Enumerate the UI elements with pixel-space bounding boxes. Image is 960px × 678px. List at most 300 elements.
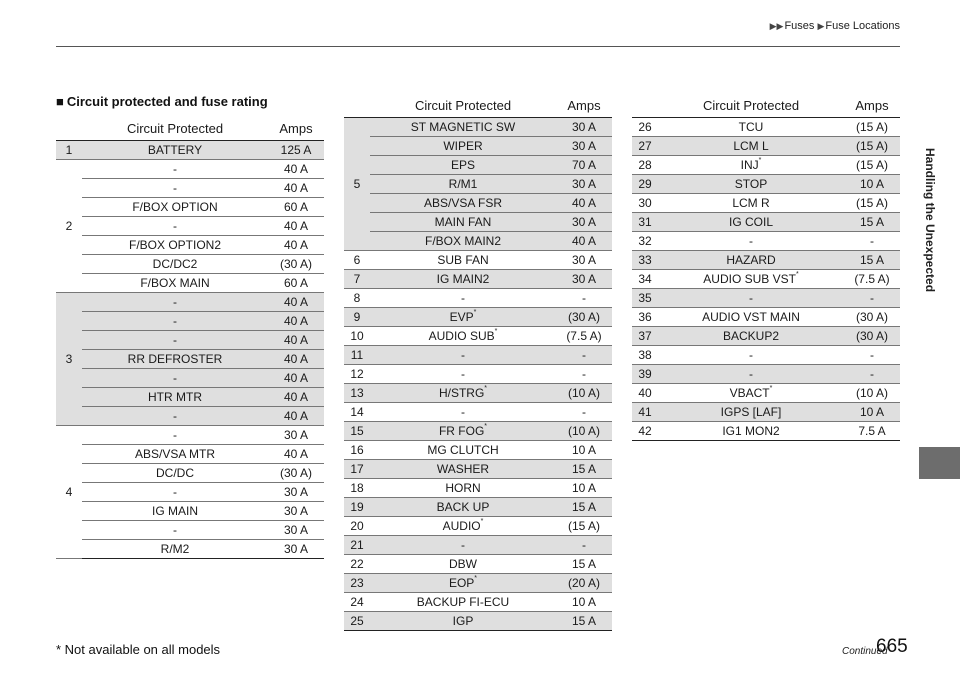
circuit-protected	[82, 482, 268, 501]
table-row	[56, 311, 324, 330]
circuit-name: -	[173, 332, 177, 347]
fuse-amps: 40 A	[268, 159, 324, 178]
table-row	[344, 155, 612, 174]
fuse-number: 31	[632, 212, 658, 231]
circuit-protected	[370, 478, 556, 497]
circuit-name: SUB FAN	[437, 252, 489, 267]
table-row	[56, 482, 324, 501]
circuit-name: -	[173, 484, 177, 499]
circuit-name: ST MAGNETIC SW	[410, 119, 516, 134]
circuit-protected	[370, 307, 556, 326]
footnote-marker: *	[484, 384, 488, 392]
fuse-amps: 40 A	[268, 235, 324, 254]
circuit-protected	[658, 212, 844, 231]
breadcrumb-fuse-locations[interactable]: Fuse Locations	[825, 20, 900, 32]
fuse-amps: 10 A	[556, 440, 612, 459]
fuse-table-2	[344, 95, 612, 631]
fuse-amps: -	[556, 364, 612, 383]
table-row	[344, 440, 612, 459]
fuse-amps: 30 A	[556, 117, 612, 136]
fuse-amps: -	[556, 288, 612, 307]
fuse-number: 18	[344, 478, 370, 497]
table-row	[344, 383, 612, 402]
circuit-name: BACKUP2	[722, 328, 780, 343]
circuit-protected	[82, 387, 268, 406]
fuse-number: 27	[632, 136, 658, 155]
fuse-number: 33	[632, 250, 658, 269]
circuit-name: BATTERY	[147, 142, 203, 157]
table-row	[632, 345, 900, 364]
circuit-name: F/BOX OPTION	[132, 199, 218, 214]
fuse-table-1	[56, 118, 324, 559]
circuit-name: R/M1	[448, 176, 478, 191]
fuse-amps: (30 A)	[268, 463, 324, 482]
fuse-amps: 15 A	[556, 611, 612, 630]
circuit-name: RR DEFROSTER	[127, 351, 223, 366]
circuit-name: BACK UP	[436, 499, 490, 514]
circuit-protected	[370, 573, 556, 592]
fuse-amps: 30 A	[556, 174, 612, 193]
table-row	[344, 459, 612, 478]
breadcrumb	[770, 20, 900, 32]
circuit-name: INJ	[740, 157, 759, 172]
table-row	[632, 136, 900, 155]
table-row	[632, 155, 900, 174]
circuit-protected	[658, 383, 844, 402]
circuit-protected	[82, 197, 268, 216]
table-row	[56, 140, 324, 159]
breadcrumb-fuses[interactable]: Fuses	[784, 20, 815, 32]
fuse-amps: 15 A	[844, 212, 900, 231]
table-row	[56, 501, 324, 520]
table-row	[56, 159, 324, 178]
circuit-name: ABS/VSA MTR	[134, 446, 216, 461]
circuit-protected	[370, 193, 556, 212]
table-row	[344, 535, 612, 554]
fuse-amps: -	[844, 288, 900, 307]
fuse-table-3	[632, 95, 900, 441]
table-row	[344, 364, 612, 383]
fuse-number: 28	[632, 155, 658, 174]
footnote-marker: *	[795, 270, 799, 278]
fuse-amps: (15 A)	[556, 516, 612, 535]
fuse-amps: 7.5 A	[844, 421, 900, 440]
table-row	[56, 463, 324, 482]
circuit-name: DC/DC2	[152, 256, 198, 271]
footnote-marker: *	[474, 574, 478, 582]
fuse-amps: 10 A	[556, 592, 612, 611]
circuit-name: -	[173, 294, 177, 309]
fuse-amps: 40 A	[268, 330, 324, 349]
table-row	[56, 330, 324, 349]
table-row	[56, 425, 324, 444]
circuit-protected	[82, 539, 268, 558]
circuit-name: VBACT	[729, 385, 770, 400]
circuit-name: DBW	[449, 556, 477, 571]
circuit-protected	[370, 459, 556, 478]
fuse-number: 2	[56, 159, 82, 292]
fuse-number: 14	[344, 402, 370, 421]
table-row	[344, 554, 612, 573]
circuit-protected	[658, 421, 844, 440]
circuit-name: AUDIO	[442, 518, 481, 533]
circuit-name: HTR MTR	[148, 389, 202, 404]
fuse-number: 32	[632, 231, 658, 250]
circuit-protected	[82, 463, 268, 482]
circuit-protected	[82, 140, 268, 159]
table-row	[344, 497, 612, 516]
fuse-amps: 40 A	[268, 444, 324, 463]
circuit-protected	[82, 425, 268, 444]
circuit-protected	[370, 174, 556, 193]
fuse-number: 39	[632, 364, 658, 383]
circuit-protected	[82, 216, 268, 235]
fuse-amps: (15 A)	[844, 155, 900, 174]
circuit-protected	[82, 254, 268, 273]
side-tab-marker	[919, 447, 960, 479]
table-row	[344, 516, 612, 535]
fuse-number: 21	[344, 535, 370, 554]
fuse-amps: 10 A	[556, 478, 612, 497]
circuit-protected	[370, 364, 556, 383]
table-row	[344, 326, 612, 345]
circuit-name: STOP	[734, 176, 768, 191]
fuse-amps: 30 A	[268, 501, 324, 520]
circuit-protected	[658, 117, 844, 136]
circuit-name: -	[173, 370, 177, 385]
section-title	[56, 94, 268, 109]
circuit-protected	[658, 288, 844, 307]
fuse-amps: 15 A	[556, 497, 612, 516]
fuse-amps: 30 A	[268, 482, 324, 501]
fuse-number: 22	[344, 554, 370, 573]
circuit-name: -	[749, 347, 753, 362]
fuse-number: 9	[344, 307, 370, 326]
footnote: * Not available on all models	[56, 642, 221, 657]
fuse-number: 30	[632, 193, 658, 212]
table-row	[56, 368, 324, 387]
circuit-protected	[82, 444, 268, 463]
table-row	[632, 250, 900, 269]
circuit-name: AUDIO SUB	[428, 328, 495, 343]
circuit-protected	[82, 235, 268, 254]
fuse-number: 42	[632, 421, 658, 440]
fuse-amps: 60 A	[268, 273, 324, 292]
fuse-number: 40	[632, 383, 658, 402]
circuit-name: -	[173, 313, 177, 328]
table-row	[344, 174, 612, 193]
table-row	[344, 307, 612, 326]
circuit-name: WIPER	[443, 138, 483, 153]
table-row	[56, 349, 324, 368]
header-amps: Amps	[268, 118, 324, 140]
circuit-name: EOP	[448, 575, 475, 590]
header-no	[344, 95, 370, 117]
circuit-protected	[370, 440, 556, 459]
table-row	[344, 250, 612, 269]
fuse-amps: 30 A	[268, 520, 324, 539]
table-row	[344, 193, 612, 212]
circuit-protected	[370, 383, 556, 402]
fuse-number: 12	[344, 364, 370, 383]
circuit-name: R/M2	[160, 541, 190, 556]
fuse-amps: 30 A	[556, 269, 612, 288]
table-row	[344, 136, 612, 155]
continued-label: Continued	[842, 646, 888, 657]
footnote-marker: *	[758, 156, 762, 164]
table-row	[344, 573, 612, 592]
fuse-number: 34	[632, 269, 658, 288]
circuit-name: LCM L	[733, 138, 769, 153]
circuit-name: -	[749, 290, 753, 305]
table-row	[56, 444, 324, 463]
table-row	[56, 539, 324, 558]
circuit-name: F/BOX OPTION2	[128, 237, 221, 252]
circuit-protected	[658, 269, 844, 288]
table-row	[632, 269, 900, 288]
footnote-marker: *	[484, 422, 488, 430]
circuit-name: -	[461, 537, 465, 552]
fuse-number: 37	[632, 326, 658, 345]
circuit-name: H/STRG	[438, 385, 485, 400]
circuit-name: HAZARD	[726, 252, 776, 267]
fuse-amps: (10 A)	[556, 383, 612, 402]
fuse-amps: 40 A	[268, 178, 324, 197]
circuit-protected	[658, 193, 844, 212]
fuse-amps: (15 A)	[844, 193, 900, 212]
table-row	[632, 383, 900, 402]
square-bullet-icon: ■	[56, 94, 64, 109]
circuit-protected	[370, 136, 556, 155]
table-row	[632, 402, 900, 421]
fuse-number: 7	[344, 269, 370, 288]
circuit-name: -	[173, 161, 177, 176]
footnote-marker: *	[473, 308, 477, 316]
circuit-name: EVP	[449, 309, 474, 324]
table-row	[632, 193, 900, 212]
page-number: 665	[876, 636, 908, 657]
fuse-amps: 40 A	[268, 292, 324, 311]
circuit-protected	[82, 330, 268, 349]
footnote-marker: *	[494, 327, 498, 335]
circuit-name: WASHER	[436, 461, 490, 476]
circuit-protected	[370, 535, 556, 554]
circuit-protected	[370, 231, 556, 250]
fuse-amps: 40 A	[556, 231, 612, 250]
circuit-protected	[370, 611, 556, 630]
fuse-number: 24	[344, 592, 370, 611]
circuit-protected	[658, 155, 844, 174]
fuse-amps: 15 A	[556, 459, 612, 478]
circuit-name: ABS/VSA FSR	[423, 195, 503, 210]
fuse-number: 17	[344, 459, 370, 478]
circuit-name: -	[461, 290, 465, 305]
circuit-protected	[370, 345, 556, 364]
table-row	[344, 421, 612, 440]
table-row	[632, 326, 900, 345]
circuit-name: IG1 MON2	[722, 423, 780, 438]
fuse-amps: 60 A	[268, 197, 324, 216]
circuit-name: AUDIO SUB VST	[703, 271, 796, 286]
circuit-name: LCM R	[732, 195, 770, 210]
fuse-number: 36	[632, 307, 658, 326]
circuit-protected	[82, 159, 268, 178]
fuse-amps: 10 A	[844, 402, 900, 421]
circuit-protected	[658, 250, 844, 269]
section-title-text: Circuit protected and fuse rating	[66, 94, 268, 109]
fuse-number: 11	[344, 345, 370, 364]
fuse-amps: 30 A	[268, 425, 324, 444]
table-row	[632, 212, 900, 231]
fuse-number: 41	[632, 402, 658, 421]
circuit-protected	[82, 368, 268, 387]
circuit-protected	[658, 326, 844, 345]
table-row	[632, 364, 900, 383]
circuit-protected	[82, 406, 268, 425]
header-circuit: Circuit Protected	[658, 95, 844, 117]
fuse-number: 13	[344, 383, 370, 402]
fuse-amps: 70 A	[556, 155, 612, 174]
fuse-amps: 40 A	[556, 193, 612, 212]
circuit-protected	[370, 402, 556, 421]
fuse-amps: 30 A	[556, 250, 612, 269]
header-no	[56, 118, 82, 140]
table-row	[56, 254, 324, 273]
circuit-protected	[658, 402, 844, 421]
fuse-amps: (10 A)	[844, 383, 900, 402]
circuit-protected	[370, 250, 556, 269]
fuse-amps: 30 A	[268, 539, 324, 558]
fuse-amps: -	[556, 402, 612, 421]
circuit-name: -	[173, 180, 177, 195]
fuse-amps: 40 A	[268, 387, 324, 406]
circuit-name: TCU	[738, 119, 764, 134]
circuit-name: AUDIO VST MAIN	[702, 309, 800, 324]
table-row	[56, 178, 324, 197]
circuit-protected	[658, 345, 844, 364]
header-amps: Amps	[844, 95, 900, 117]
table-row	[56, 235, 324, 254]
fuse-amps: (15 A)	[844, 117, 900, 136]
fuse-amps: (30 A)	[844, 307, 900, 326]
footnote-marker: *	[769, 384, 773, 392]
header-no	[632, 95, 658, 117]
header-rule	[56, 46, 900, 47]
table-row	[344, 592, 612, 611]
fuse-number: 26	[632, 117, 658, 136]
header-circuit: Circuit Protected	[370, 95, 556, 117]
circuit-protected	[82, 501, 268, 520]
circuit-protected	[370, 421, 556, 440]
fuse-number: 35	[632, 288, 658, 307]
fuse-amps: (15 A)	[844, 136, 900, 155]
fuse-number: 4	[56, 425, 82, 558]
circuit-protected	[370, 269, 556, 288]
fuse-number: 23	[344, 573, 370, 592]
circuit-protected	[370, 212, 556, 231]
circuit-protected	[658, 231, 844, 250]
circuit-name: -	[173, 427, 177, 442]
circuit-name: HORN	[445, 480, 481, 495]
fuse-amps: 10 A	[844, 174, 900, 193]
fuse-amps: 30 A	[556, 136, 612, 155]
circuit-protected	[82, 520, 268, 539]
fuse-number: 20	[344, 516, 370, 535]
table-row	[56, 273, 324, 292]
circuit-name: -	[461, 404, 465, 419]
fuse-amps: 40 A	[268, 311, 324, 330]
fuse-amps: (30 A)	[556, 307, 612, 326]
circuit-name: -	[173, 408, 177, 423]
fuse-amps: (30 A)	[268, 254, 324, 273]
table-row	[632, 288, 900, 307]
fuse-number: 29	[632, 174, 658, 193]
header-circuit: Circuit Protected	[82, 118, 268, 140]
circuit-protected	[82, 349, 268, 368]
fuse-amps: -	[844, 364, 900, 383]
circuit-name: -	[173, 522, 177, 537]
circuit-name: EPS	[450, 157, 475, 172]
table-row	[56, 292, 324, 311]
table-row	[344, 402, 612, 421]
circuit-name: FR FOG	[438, 423, 485, 438]
circuit-protected	[82, 178, 268, 197]
table-row	[632, 174, 900, 193]
fuse-amps: (30 A)	[844, 326, 900, 345]
circuit-name: IGP	[452, 613, 474, 628]
table-row	[632, 307, 900, 326]
side-tab-label: Handling the Unexpected	[923, 148, 937, 293]
circuit-protected	[370, 592, 556, 611]
table-row	[344, 345, 612, 364]
fuse-number: 25	[344, 611, 370, 630]
fuse-number: 15	[344, 421, 370, 440]
fuse-amps: 30 A	[556, 212, 612, 231]
fuse-amps: -	[556, 345, 612, 364]
circuit-name: -	[749, 366, 753, 381]
fuse-amps: 15 A	[844, 250, 900, 269]
table-row	[344, 288, 612, 307]
fuse-amps: 125 A	[268, 140, 324, 159]
fuse-number: 1	[56, 140, 82, 159]
circuit-name: BACKUP FI-ECU	[416, 594, 510, 609]
circuit-protected	[658, 364, 844, 383]
table-row	[632, 117, 900, 136]
circuit-name: DC/DC	[156, 465, 194, 480]
fuse-amps: (10 A)	[556, 421, 612, 440]
fuse-number: 38	[632, 345, 658, 364]
circuit-protected	[370, 554, 556, 573]
table-row	[344, 231, 612, 250]
circuit-protected	[370, 155, 556, 174]
circuit-protected	[370, 326, 556, 345]
fuse-amps: -	[844, 345, 900, 364]
fuse-number: 5	[344, 117, 370, 250]
circuit-protected	[370, 117, 556, 136]
fuse-number: 19	[344, 497, 370, 516]
table-row	[56, 216, 324, 235]
circuit-name: MG CLUTCH	[427, 442, 499, 457]
table-row	[632, 231, 900, 250]
fuse-number: 6	[344, 250, 370, 269]
circuit-name: IGPS [LAF]	[720, 404, 782, 419]
table-row	[344, 212, 612, 231]
triangle-right-icon: ▶	[817, 21, 825, 31]
table-row	[344, 478, 612, 497]
fuse-amps: 40 A	[268, 216, 324, 235]
circuit-name: IG MAIN2	[436, 271, 490, 286]
table-row	[344, 611, 612, 630]
